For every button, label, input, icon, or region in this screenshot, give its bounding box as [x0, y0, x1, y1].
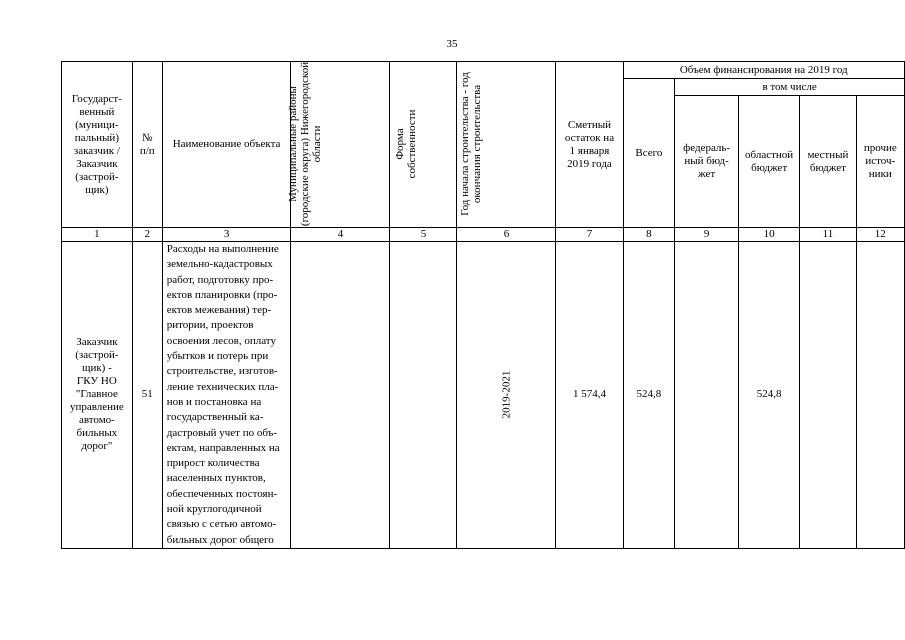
col-number: 7: [556, 228, 623, 242]
financing-table: [61, 61, 905, 549]
header-estimate: Сметный остаток на 1 января 2019 года: [556, 62, 623, 228]
col-number: 4: [291, 228, 390, 242]
col-number: 1: [62, 228, 133, 242]
header-object-name: Наименование объекта: [162, 62, 291, 228]
other-cell: [856, 242, 904, 549]
table-row: [62, 242, 905, 549]
header-num: № п/п: [132, 62, 162, 228]
col-number: 5: [390, 228, 457, 242]
page-number: 35: [446, 38, 458, 50]
column-number-row: [62, 228, 905, 242]
header-federal: федераль- ный бюд- жет: [675, 96, 739, 228]
header-years: [457, 62, 556, 228]
header-years-text: Год начала строительства - год окончания строительства: [459, 72, 484, 216]
header-total: Всего: [623, 79, 675, 228]
col-number: 11: [800, 228, 856, 242]
header-regional: областной бюджет: [739, 96, 800, 228]
header-financing: Объем финансирования на 2019 год: [623, 62, 905, 79]
header-local: местный бюджет: [800, 96, 856, 228]
col-number: 12: [856, 228, 904, 242]
years-value: 2019-2021: [499, 371, 512, 419]
col-number: 3: [162, 228, 291, 242]
header-ownership: [390, 62, 457, 228]
object-cell: [162, 242, 291, 549]
estimate-cell: 1 574,4: [556, 242, 623, 549]
col-number: 8: [623, 228, 675, 242]
years-cell: [457, 242, 556, 549]
header-customer: Государст- венный (муници- пальный) заказчик / Заказчик (застрой- щик): [62, 62, 133, 228]
header-row-1: [62, 62, 905, 79]
row-number-cell: 51: [132, 242, 162, 549]
col-number: 6: [457, 228, 556, 242]
total-cell: 524,8: [623, 242, 675, 549]
municipal-cell: [291, 242, 390, 549]
header-other: прочие источ- ники: [856, 96, 904, 228]
local-cell: [800, 242, 856, 549]
object-description: Расходы на выполнение земельно-кадастровых работ, подготовку про- ектов планировки (про- ектов межевания) тер- ритории, проектов освоения лесов, оплату убытков и потерь при строительстве, изготов- ление технических пла- нов и постановка на государственный ка- дастровый учет по объ- ектам, направленных на прирост количества населенных пунктов, обеспеченных постоян- ной круглогодичной связью с сетью автомо- бильных дорог общего: [166, 243, 280, 546]
ownership-cell: [390, 242, 457, 549]
customer-cell: Заказчик (застрой- щик) - ГКУ НО "Главное управление автомо- бильных дорог": [62, 242, 133, 549]
col-number: 2: [132, 228, 162, 242]
header-municipal: [287, 61, 390, 228]
federal-cell: [675, 242, 739, 549]
header-municipal-text: Муниципальные районы (городские округа) Нижегородской области: [287, 61, 324, 227]
col-number: 9: [675, 228, 739, 242]
regional-cell: 524,8: [739, 242, 800, 549]
col-number: 10: [739, 228, 800, 242]
header-ownership-text: Форма собственности: [394, 109, 419, 179]
header-including: в том числе: [675, 79, 905, 96]
